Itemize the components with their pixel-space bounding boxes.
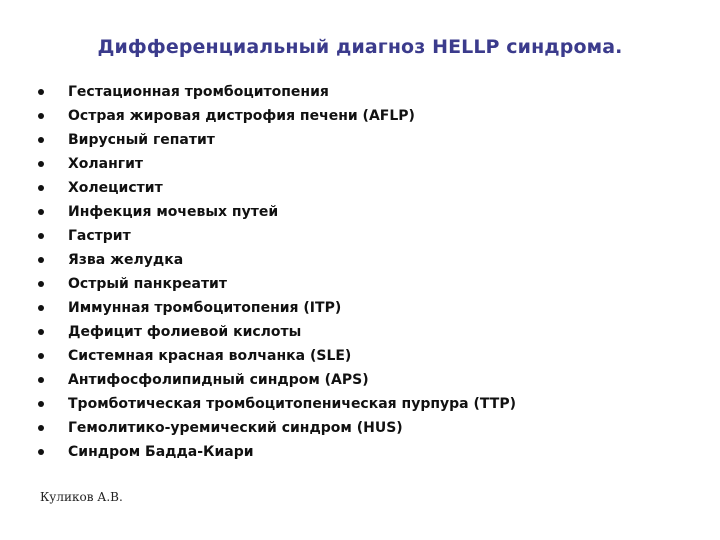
bullet-icon: [38, 113, 44, 119]
bullet-icon: [38, 353, 44, 359]
bullet-icon: [38, 233, 44, 239]
list-item: [38, 320, 516, 344]
list-item-text: Холецистит: [68, 180, 163, 196]
bullet-icon: [38, 137, 44, 143]
list-item-text: Гемолитико-уремический синдром (HUS): [68, 420, 403, 436]
bullet-icon: [38, 89, 44, 95]
bullet-icon: [38, 425, 44, 431]
list-item: [38, 392, 516, 416]
list-item: [38, 224, 516, 248]
bullet-icon: [38, 209, 44, 215]
list-item-text: Вирусный гепатит: [68, 132, 215, 148]
bullet-icon: [38, 281, 44, 287]
list-item-text: Инфекция мочевых путей: [68, 204, 279, 220]
list-item: [38, 440, 516, 464]
list-item: [38, 272, 516, 296]
list-item-text: Язва желудка: [68, 252, 184, 268]
bullet-icon: [38, 257, 44, 263]
list-item-text: Антифосфолипидный синдром (APS): [68, 372, 369, 388]
differential-diagnosis-list: [38, 80, 516, 464]
bullet-icon: [38, 185, 44, 191]
list-item-text: Дефицит фолиевой кислоты: [68, 324, 302, 340]
bullet-icon: [38, 449, 44, 455]
author-footer: Куликов А.В.: [40, 490, 123, 504]
list-item-text: Холангит: [68, 156, 144, 172]
list-item: [38, 128, 516, 152]
list-item: [38, 176, 516, 200]
bullet-icon: [38, 401, 44, 407]
list-item: [38, 248, 516, 272]
list-item: [38, 152, 516, 176]
list-item: [38, 416, 516, 440]
list-item-text: Синдром Бадда-Киари: [68, 444, 254, 460]
list-item-text: Тромботическая тромбоцитопеническая пурпура (TTP): [68, 396, 516, 412]
list-item-text: Острый панкреатит: [68, 276, 227, 292]
bullet-icon: [38, 305, 44, 311]
list-item-text: Гастрит: [68, 228, 131, 244]
slide-title: Дифференциальный диагноз HELLP синдрома.: [97, 36, 623, 58]
list-item-text: Острая жировая дистрофия печени (AFLP): [68, 108, 415, 124]
list-item: [38, 80, 516, 104]
list-item: [38, 296, 516, 320]
bullet-icon: [38, 377, 44, 383]
list-item: [38, 104, 516, 128]
list-item-text: Гестационная тромбоцитопения: [68, 84, 329, 100]
list-item: [38, 368, 516, 392]
list-item: [38, 344, 516, 368]
list-item-text: Иммунная тромбоцитопения (ITP): [68, 300, 342, 316]
bullet-icon: [38, 329, 44, 335]
list-item: [38, 200, 516, 224]
list-item-text: Системная красная волчанка (SLE): [68, 348, 352, 364]
bullet-icon: [38, 161, 44, 167]
